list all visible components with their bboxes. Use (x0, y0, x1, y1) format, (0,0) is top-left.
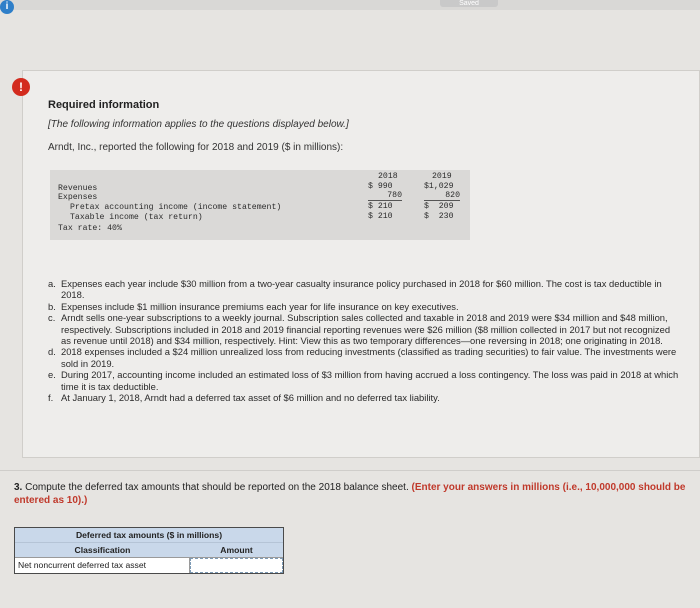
expenses-label: Expenses (58, 193, 98, 202)
note-item: e. During 2017, accounting income included an estimated loss of $3 million from having accrued a loss contingency. The loss was paid in 2018 at which time it is tax deductible. (48, 369, 679, 392)
table-row (15, 557, 283, 573)
question-3 (14, 482, 690, 507)
pretax-income-2019: $ 209 (424, 202, 454, 211)
note-item: a. Expenses each year include $30 million from a two-year casualty insurance policy purchased in 2018 for $60 million. The cost is tax deductible in 2018. (48, 278, 662, 301)
applies-note: [The following information applies to the questions displayed below.] (48, 119, 349, 130)
year-2018-header: 2018 (378, 172, 398, 181)
taxable-income-label: Taxable income (tax return) (70, 213, 203, 222)
question-number: 3. (14, 482, 23, 493)
deferred-tax-answer-table (14, 527, 284, 574)
required-information-title: Required information (48, 99, 160, 111)
classification-header: Classification (74, 545, 131, 555)
note-item: d. 2018 expenses included a $24 million unrealized loss from reducing investments (classified as trading securities) to fair value. The investments were sold in 2019. (48, 346, 677, 369)
info-icon[interactable]: i (0, 0, 14, 14)
note-item: c. Arndt sells one-year subscriptions to a weekly journal. Subscription sales collected and taxable in 2018 and 2019 were $34 million and $48 million, respectively. Subscriptions included in 2018 and 2019 financial reporting revenues were $26 million ($8 million collected in 2017 but not recognized as revenue until 2018) and $34 million, respectively. Hint: View this as two temporary differences—one reversing in 2018; one originating in 2018. (48, 312, 671, 347)
taxable-income-2019: $ 230 (424, 212, 454, 221)
question-hint: (Enter your answers in millions (i.e., 10,000,000 should be entered as 10).) (14, 482, 686, 506)
pretax-income-2018: $ 210 (368, 202, 393, 211)
top-bar (0, 0, 700, 10)
saved-status-badge: Saved (440, 0, 498, 7)
note-item: f. At January 1, 2018, Arndt had a deferred tax asset of $6 million and no deferred tax liability. (48, 392, 440, 404)
tax-rate: Tax rate: 40% (58, 224, 122, 233)
note-item: b. Expenses include $1 million insurance premiums each year for life insurance on key executives. (48, 300, 459, 312)
section-divider (0, 470, 700, 471)
answer-table-header (15, 542, 283, 557)
amount-cell (190, 558, 283, 573)
alert-icon: ! (12, 78, 30, 96)
net-noncurrent-deferred-tax-asset-label: Net noncurrent deferred tax asset (15, 558, 190, 573)
year-2019-header: 2019 (432, 172, 452, 181)
pretax-income-label: Pretax accounting income (income statement) (70, 203, 282, 212)
revenues-2019: $1,029 (424, 182, 454, 191)
net-noncurrent-deferred-tax-asset-input[interactable] (190, 558, 283, 573)
revenues-label: Revenues (58, 184, 98, 193)
taxable-income-2018: $ 210 (368, 212, 393, 221)
notes-list (48, 278, 680, 403)
expenses-2018: 780 (368, 191, 402, 201)
answer-table-title: Deferred tax amounts ($ in millions) (15, 528, 283, 542)
expenses-2019: 820 (424, 191, 460, 201)
intro-text: Arndt, Inc., reported the following for 2018 and 2019 ($ in millions): (48, 142, 344, 153)
financial-data-table (50, 170, 470, 240)
revenues-2018: $ 990 (368, 182, 393, 191)
amount-header: Amount (220, 545, 253, 555)
question-text: Compute the deferred tax amounts that should be reported on the 2018 balance sheet. (25, 482, 409, 493)
